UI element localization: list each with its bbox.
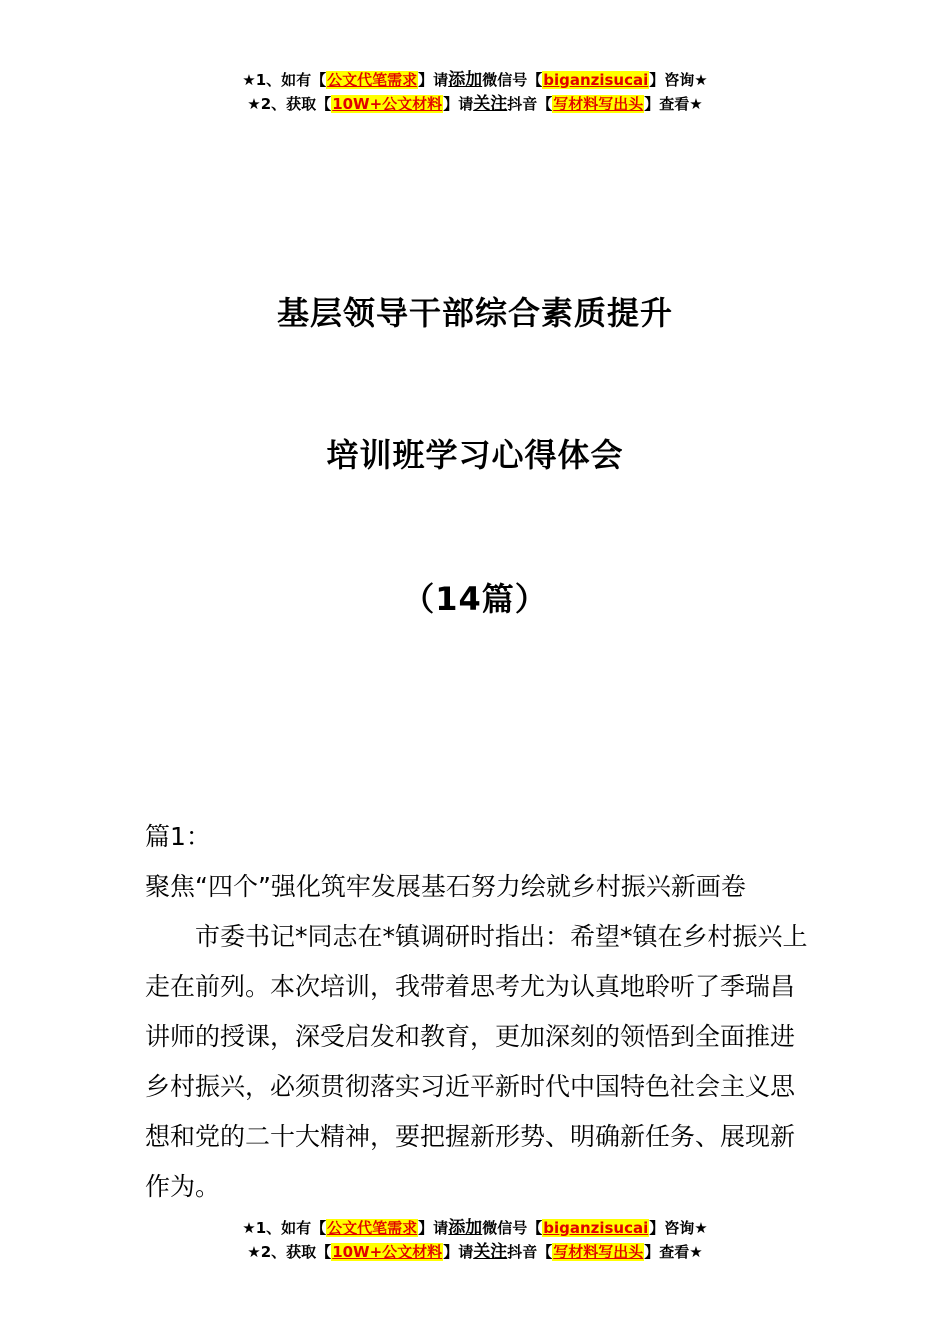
banner-line-2: ★2、获取【10W+公文材料】请关注抖音【写材料写出头】查看★ <box>247 94 703 114</box>
footer-banner <box>0 1216 950 1264</box>
materials-highlight: 10W+公文材料 <box>332 95 443 113</box>
article-heading: 聚焦“四个”强化筑牢发展基石努力绘就乡村振兴新画卷 <box>145 872 746 901</box>
materials-highlight: 10W+公文材料 <box>332 1243 443 1261</box>
service-highlight: 公文代笔需求 <box>327 1219 418 1237</box>
header-banner <box>0 68 950 116</box>
douyin-highlight: 写材料写出头 <box>553 1243 644 1261</box>
article-paragraph: 市委书记*同志在*镇调研时指出：希望*镇在乡村振兴上走在前列。本次培训，我带着思考尤为认真地聆听了季瑞昌讲师的授课，深受启发和教育，更加深刻的领悟到全面推进乡村振兴，必须贯彻落实习近平新时代中国特色社会主义思想和党的二十大精神，要把握新形势、明确新任务、展现新作为。 <box>145 922 808 1201</box>
wechat-id-highlight: biganzisucai <box>543 1219 649 1237</box>
footer-line-2: ★2、获取【10W+公文材料】请关注抖音【写材料写出头】查看★ <box>247 1242 703 1262</box>
wechat-id-highlight: biganzisucai <box>543 71 649 89</box>
banner-line-1: ★1、如有【公文代笔需求】请添加微信号【biganzisucai】咨询★ <box>242 70 708 90</box>
article-label: 篇1： <box>145 822 211 851</box>
title-line-1: 基层领导干部综合素质提升 <box>276 294 673 332</box>
title-line-2: 培训班学习心得体会 <box>326 436 624 474</box>
footer-line-1: ★1、如有【公文代笔需求】请添加微信号【biganzisucai】咨询★ <box>242 1218 708 1238</box>
douyin-highlight: 写材料写出头 <box>553 95 644 113</box>
title-count: （14篇） <box>402 580 548 618</box>
service-highlight: 公文代笔需求 <box>327 71 418 89</box>
